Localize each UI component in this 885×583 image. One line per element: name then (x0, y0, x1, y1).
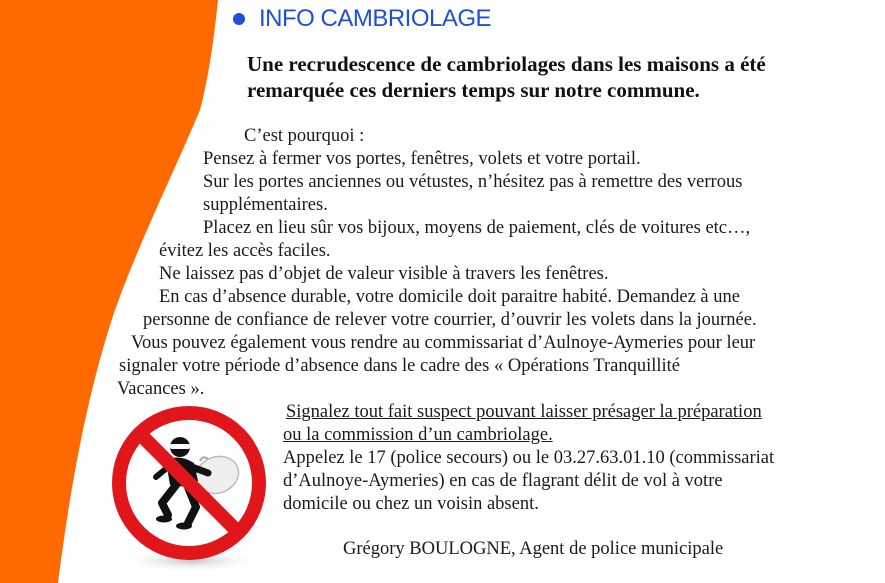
body-line: personne de confiance de relever votre courrier, d’ouvrir les volets dans la journée. (143, 310, 757, 330)
body-line: évitez les accès faciles. (159, 241, 331, 261)
body-line: Placez en lieu sûr vos bijoux, moyens de paiement, clés de voitures etc…, (203, 218, 751, 238)
body-line: En cas d’absence durable, votre domicile doit paraitre habité. Demandez à une (159, 287, 740, 307)
alert-line: Signalez tout fait suspect pouvant laisser présager la préparation (286, 402, 762, 422)
body-line: C’est pourquoi : (244, 126, 365, 146)
page-title: INFO CAMBRIOLAGE (259, 5, 492, 32)
no-burglar-sign-icon (104, 403, 274, 573)
alert-line: d’Aulnoye-Aymeries) en cas de flagrant délit de vol à votre (283, 471, 723, 491)
alert-line: ou la commission d’un cambriolage. (283, 425, 553, 445)
headline-line: Une recrudescence de cambriolages dans les maisons a été (247, 52, 766, 76)
alert-line: domicile ou chez un voisin absent. (283, 494, 539, 514)
body-line: Sur les portes anciennes ou vétustes, n’hésitez pas à remettre des verrous (203, 172, 743, 192)
body-line: Pensez à fermer vos portes, fenêtres, volets et votre portail. (203, 149, 641, 169)
signature: Grégory BOULOGNE, Agent de police municipale (343, 539, 724, 559)
body-line: supplémentaires. (203, 195, 328, 215)
body-line: Vacances ». (117, 379, 205, 399)
body-line: Ne laissez pas d’objet de valeur visible à travers les fenêtres. (159, 264, 609, 284)
headline-line: remarquée ces derniers temps sur notre commune. (247, 78, 700, 102)
title-row (233, 4, 491, 34)
bullet-icon (233, 13, 245, 25)
body-line: signaler votre période d’absence dans le cadre des « Opérations Tranquillité (119, 356, 680, 376)
body-line: Vous pouvez également vous rendre au commissariat d’Aulnoye-Aymeries pour leur (131, 333, 756, 353)
headline (247, 51, 867, 103)
alert-line: Appelez le 17 (police secours) ou le 03.27.63.01.10 (commissariat (283, 448, 775, 468)
